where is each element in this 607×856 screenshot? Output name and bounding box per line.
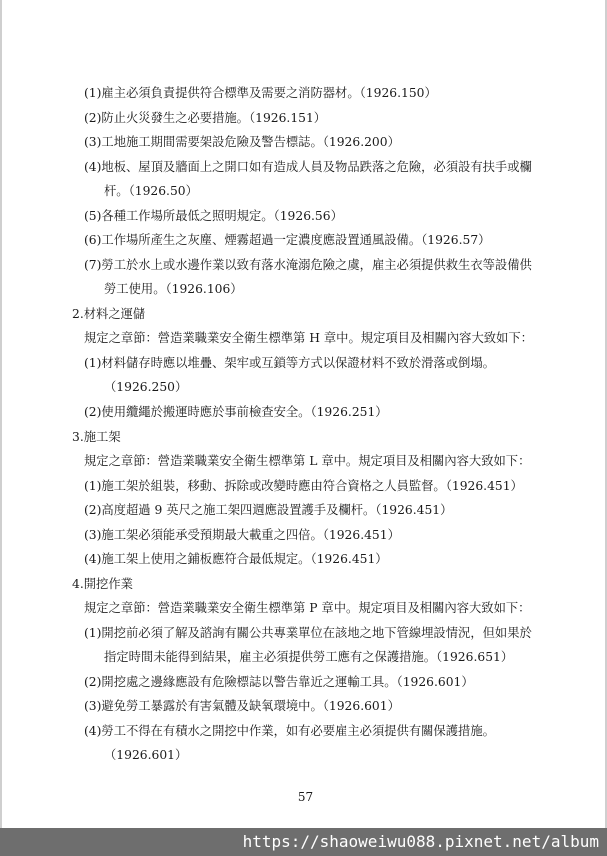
watermark-bar (0, 828, 607, 856)
watermark-url: https://shaoweiwu088.pixnet.net/album (242, 832, 599, 851)
text-line: (7)勞工於水上或水邊作業以致有落水淹溺危險之虞，雇主必須提供救生衣等設備供 (84, 258, 532, 272)
text-line: 規定之章節：營造業職業安全衛生標準第 H 章中。規定項目及相關內容大致如下： (84, 331, 533, 345)
text-line: 杆。（1926.50） (104, 184, 198, 198)
text-line: 規定之章節：營造業職業安全衛生標準第 L 章中。規定項目及相關內容大致如下： (84, 454, 531, 468)
text-line: 規定之章節：營造業職業安全衛生標準第 P 章中。規定項目及相關內容大致如下： (84, 601, 531, 615)
text-line: (1)雇主必須負責提供符合標準及需要之消防器材。（1926.150） (84, 86, 437, 100)
text-line: (5)各種工作場所最低之照明規定。（1926.56） (84, 209, 343, 223)
text-line: (6)工作場所產生之灰塵、煙霧超過一定濃度應設置通風設備。（1926.57） (84, 233, 491, 247)
text-line: (1)施工架於組裝，移動、拆除或改變時應由符合資格之人員監督。（1926.451） (84, 479, 523, 493)
text-line: (3)避免勞工暴露於有害氣體及缺氧環境中。（1926.601） (84, 699, 400, 713)
text-line: (2)防止火災發生之必要措施。（1926.151） (84, 111, 327, 125)
text-line: (4)勞工不得在有積水之開挖中作業，如有必要雇主必須提供有關保護措施。 (84, 724, 495, 738)
text-line: 指定時間未能得到結果，雇主必須提供勞工應有之保護措施。（1926.651） (104, 650, 514, 664)
text-line: (1)材料儲存時應以堆疊、架牢或互鎖等方式以保證材料不致於滑落或倒塌。 (84, 356, 495, 370)
text-line: (2)開挖處之邊緣應設有危險標誌以警告靠近之運輸工具。（1926.601） (84, 675, 474, 689)
section-heading: 2.材料之運儲 (72, 307, 146, 321)
text-line: (1)開挖前必須了解及諮詢有關公共專業單位在該地之地下管線埋設情況，但如果於 (84, 626, 532, 640)
page-number: 57 (297, 790, 314, 804)
text-line: (3)工地施工期間需要架設危險及警告標誌。（1926.200） (84, 135, 400, 149)
text-line: (2)使用纜繩於搬運時應於事前檢查安全。（1926.251） (84, 405, 388, 419)
section-heading: 3.施工架 (72, 430, 121, 444)
text-line: (3)施工架必須能承受預期最大載重之四倍。（1926.451） (84, 528, 400, 542)
text-line: （1926.601） (104, 748, 188, 762)
text-line: （1926.250） (104, 380, 188, 394)
text-line: (4)施工架上使用之鋪板應符合最低規定。（1926.451） (84, 552, 388, 566)
text-line: (4)地板、屋頂及牆面上之開口如有造成人員及物品跌落之危險，必須設有扶手或欄 (84, 160, 532, 174)
text-line: (2)高度超過 9 英尺之施工架四週應設置護手及欄杆。（1926.451） (84, 503, 453, 517)
text-line: 勞工使用。（1926.106） (104, 282, 243, 296)
section-heading: 4.開挖作業 (72, 577, 133, 591)
